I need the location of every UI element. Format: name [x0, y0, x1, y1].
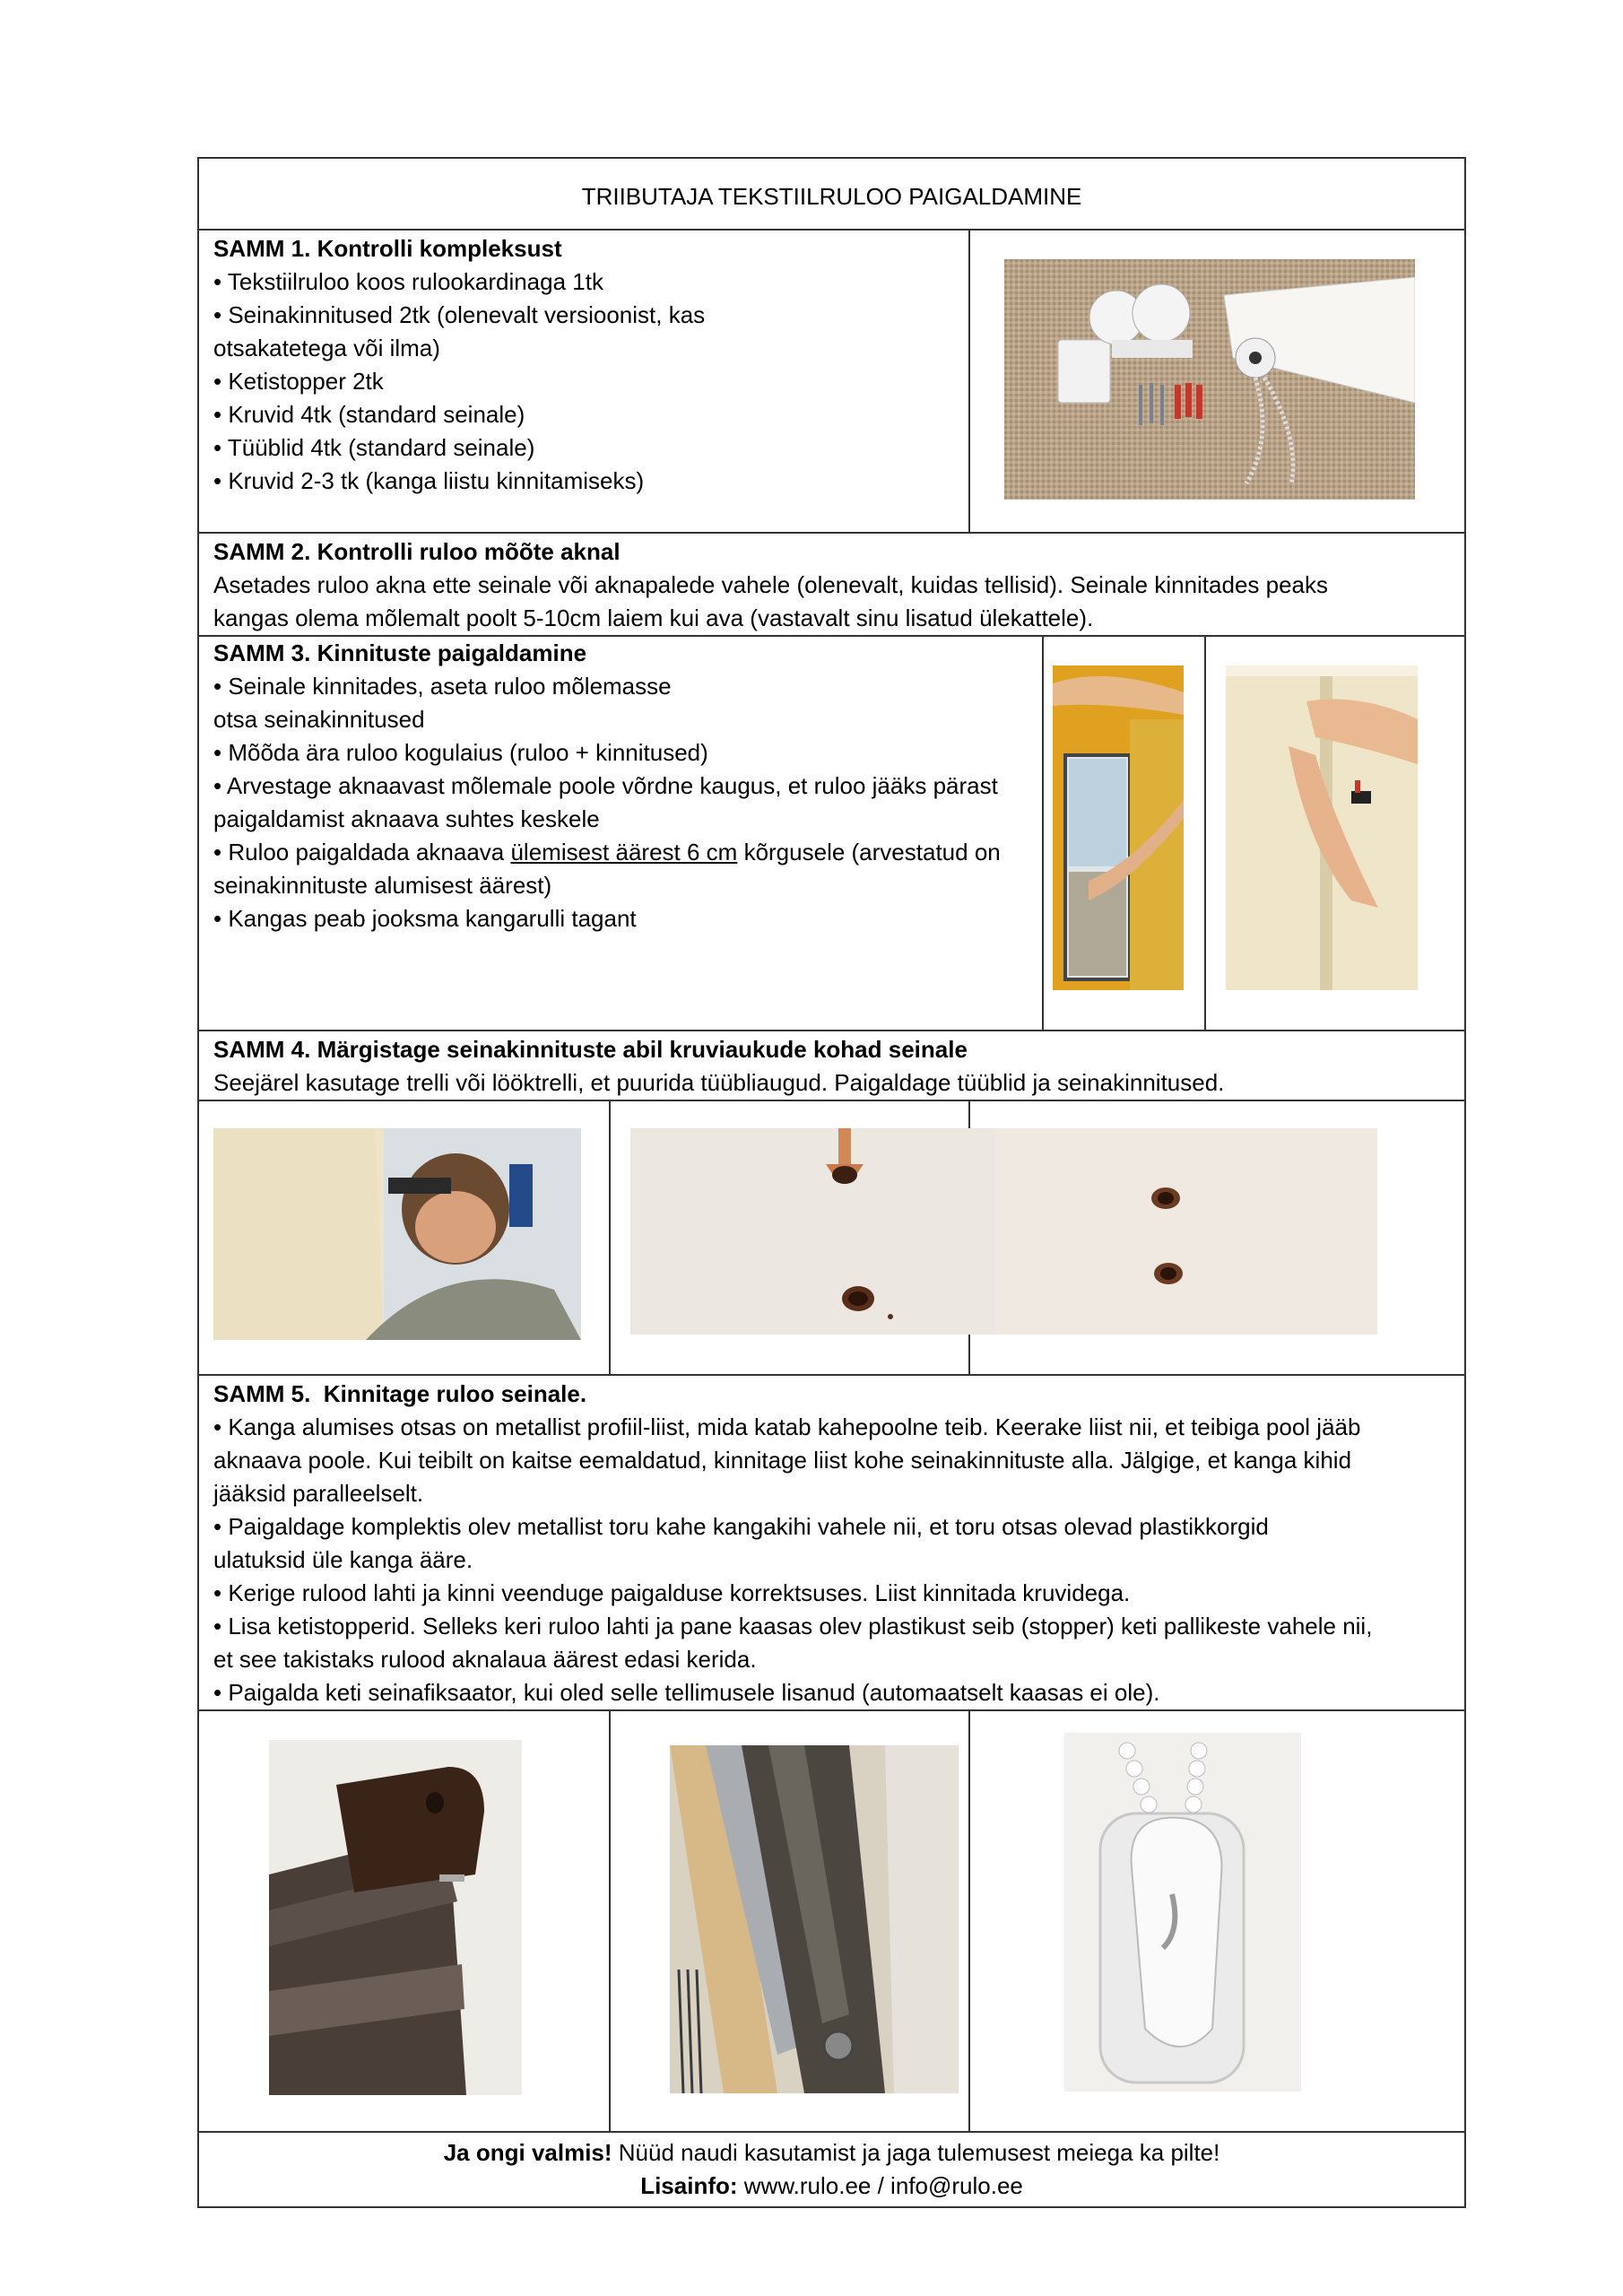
footer-info-label: Lisainfo: [640, 2172, 738, 2199]
step3-photo-cell-2 [1205, 636, 1465, 1031]
step3-line: otsa seinakinnitused [213, 706, 425, 733]
step3-heading: SAMM 3. Kinnituste paigaldamine [213, 639, 587, 666]
step3-line: • Arvestage aknaavast mõlemale poole võrdne kaugus, et ruloo jääks pärast [213, 772, 998, 799]
instruction-table [197, 157, 1466, 2208]
step1-line: • Tekstiilruloo koos rulookardinaga 1tk [213, 268, 603, 295]
step2-line: kangas olema mõlemalt poolt 5-10cm laiem kui ava (vastavalt sinu lisatud ülekattele). [213, 604, 1094, 631]
step1-line: • Kruvid 4tk (standard seinale) [213, 401, 525, 428]
step3-line: seinakinnituste alumisest äärest) [213, 872, 552, 899]
footer [198, 2132, 1465, 2207]
footer-line-1 [213, 2136, 1450, 2170]
bracket-mounting-photo [1226, 665, 1418, 990]
step3-line-height [213, 836, 1028, 869]
page-title: TRIIBUTAJA TEKSTIILRULOO PAIGALDAMINE [198, 158, 1465, 230]
step2-heading: SAMM 2. Kontrolli ruloo mõõte aknal [213, 538, 621, 565]
footer-done-label: Ja ongi valmis! [443, 2139, 612, 2166]
step5-line: ulatuksid üle kanga ääre. [213, 1546, 473, 1573]
footer-contact-links: www.rulo.ee / info@rulo.ee [737, 2172, 1023, 2199]
step1-line: • Tüüblid 4tk (standard seinale) [213, 434, 535, 461]
fabric-tube-photo [670, 1745, 959, 2093]
step1-line: otsakatetega või ilma) [213, 335, 440, 361]
step3-text-pre: • Ruloo paigaldada aknaava [213, 839, 511, 865]
step3-line: paigaldamist aknaava suhtes keskele [213, 805, 600, 832]
step4-photo-cell-2 [610, 1100, 969, 1375]
step1-line: • Seinakinnitused 2tk (olenevalt versioonist, kas [213, 301, 706, 328]
step5-line: aknaava poole. Kui teibilt on kaitse eemaldatud, kinnitage liist kohe seinakinnituste alla. Jälgige, et kanga kihid [213, 1447, 1352, 1474]
step4-photo-cell-3 [969, 1100, 1465, 1375]
step3-line: • Seinale kinnitades, aseta ruloo mõlemasse [213, 673, 672, 700]
step3-photo-cell-1 [1043, 636, 1205, 1031]
footer-line-2 [213, 2170, 1450, 2203]
step1-text [198, 230, 969, 533]
drilled-holes-photo [995, 1128, 1377, 1335]
footer-done-text: Nüüd naudi kasutamist ja jaga tulemusest meiega ka pilte! [612, 2139, 1220, 2166]
step5-text [198, 1375, 1465, 1710]
step5-photo-cell-1 [198, 1710, 610, 2132]
step4-line: Seejärel kasutage trelli või lööktrelli, et puurida tüübliaugud. Paigaldage tüüblid ja seinakinnitused. [213, 1069, 1225, 1096]
step2-text [198, 533, 1465, 636]
step3-underlined-text: ülemisest äärest 6 cm [510, 839, 738, 865]
step3-text-post: kõrgusele (arvestatud on [737, 839, 1001, 865]
step1-photo-cell [969, 230, 1465, 533]
step4-text [198, 1031, 1465, 1100]
step1-heading: SAMM 1. Kontrolli kompleksust [213, 235, 562, 262]
step5-line: jääksid paralleelselt. [213, 1480, 424, 1507]
step3-text [198, 636, 1043, 1031]
step1-line: • Ketistopper 2tk [213, 368, 384, 395]
step5-line: • Kanga alumises otsas on metallist profiil-liist, mida katab kahepoolne teib. Keerake liist nii, et teibiga pool jääb [213, 1413, 1361, 1440]
step5-photo-cell-2 [610, 1710, 969, 2132]
step4-heading: SAMM 4. Märgistage seinakinnituste abil kruviaukude kohad seinale [213, 1036, 968, 1063]
window-install-photo [1053, 665, 1184, 990]
step3-line: • Mõõda ära ruloo kogulaius (ruloo + kinnitused) [213, 739, 708, 766]
wall-plug-photo [630, 1128, 998, 1335]
step5-photo-cell-3 [969, 1710, 1465, 2132]
kit-contents-photo [1004, 259, 1415, 500]
mounted-roller-photo [269, 1740, 522, 2095]
step5-line: • Paigalda keti seinafiksaator, kui oled selle tellimusele lisanud (automaatselt kaasas ei ole). [213, 1679, 1160, 1706]
chain-wall-fixer-photo [1064, 1733, 1301, 2092]
step5-line: • Paigaldage komplektis olev metallist toru kahe kangakihi vahele nii, et toru otsas olevad plastikkorgid [213, 1513, 1269, 1540]
step1-line: • Kruvid 2-3 tk (kanga liistu kinnitamiseks) [213, 467, 645, 494]
step2-line: Asetades ruloo akna ette seinale või aknapalede vahele (olenevalt, kuidas tellisid). Seinale kinnitades peaks [213, 571, 1329, 598]
step5-line: • Kerige rulood lahti ja kinni veenduge paigalduse korrektsuses. Liist kinnitada kruvidega. [213, 1579, 1131, 1606]
step5-heading: SAMM 5. Kinnitage ruloo seinale. [213, 1380, 587, 1407]
step5-line: • Lisa ketistopperid. Selleks keri ruloo lahti ja pane kaasas olev plastikust seib (stopper) keti pallikeste vahele nii, [213, 1613, 1373, 1639]
step4-photo-cell-1 [198, 1100, 610, 1375]
instruction-document [197, 157, 1464, 2208]
step3-line: • Kangas peab jooksma kangarulli tagant [213, 905, 637, 932]
drilling-photo [213, 1128, 581, 1340]
step5-line: et see takistaks rulood aknalaua äärest edasi kerida. [213, 1646, 757, 1673]
